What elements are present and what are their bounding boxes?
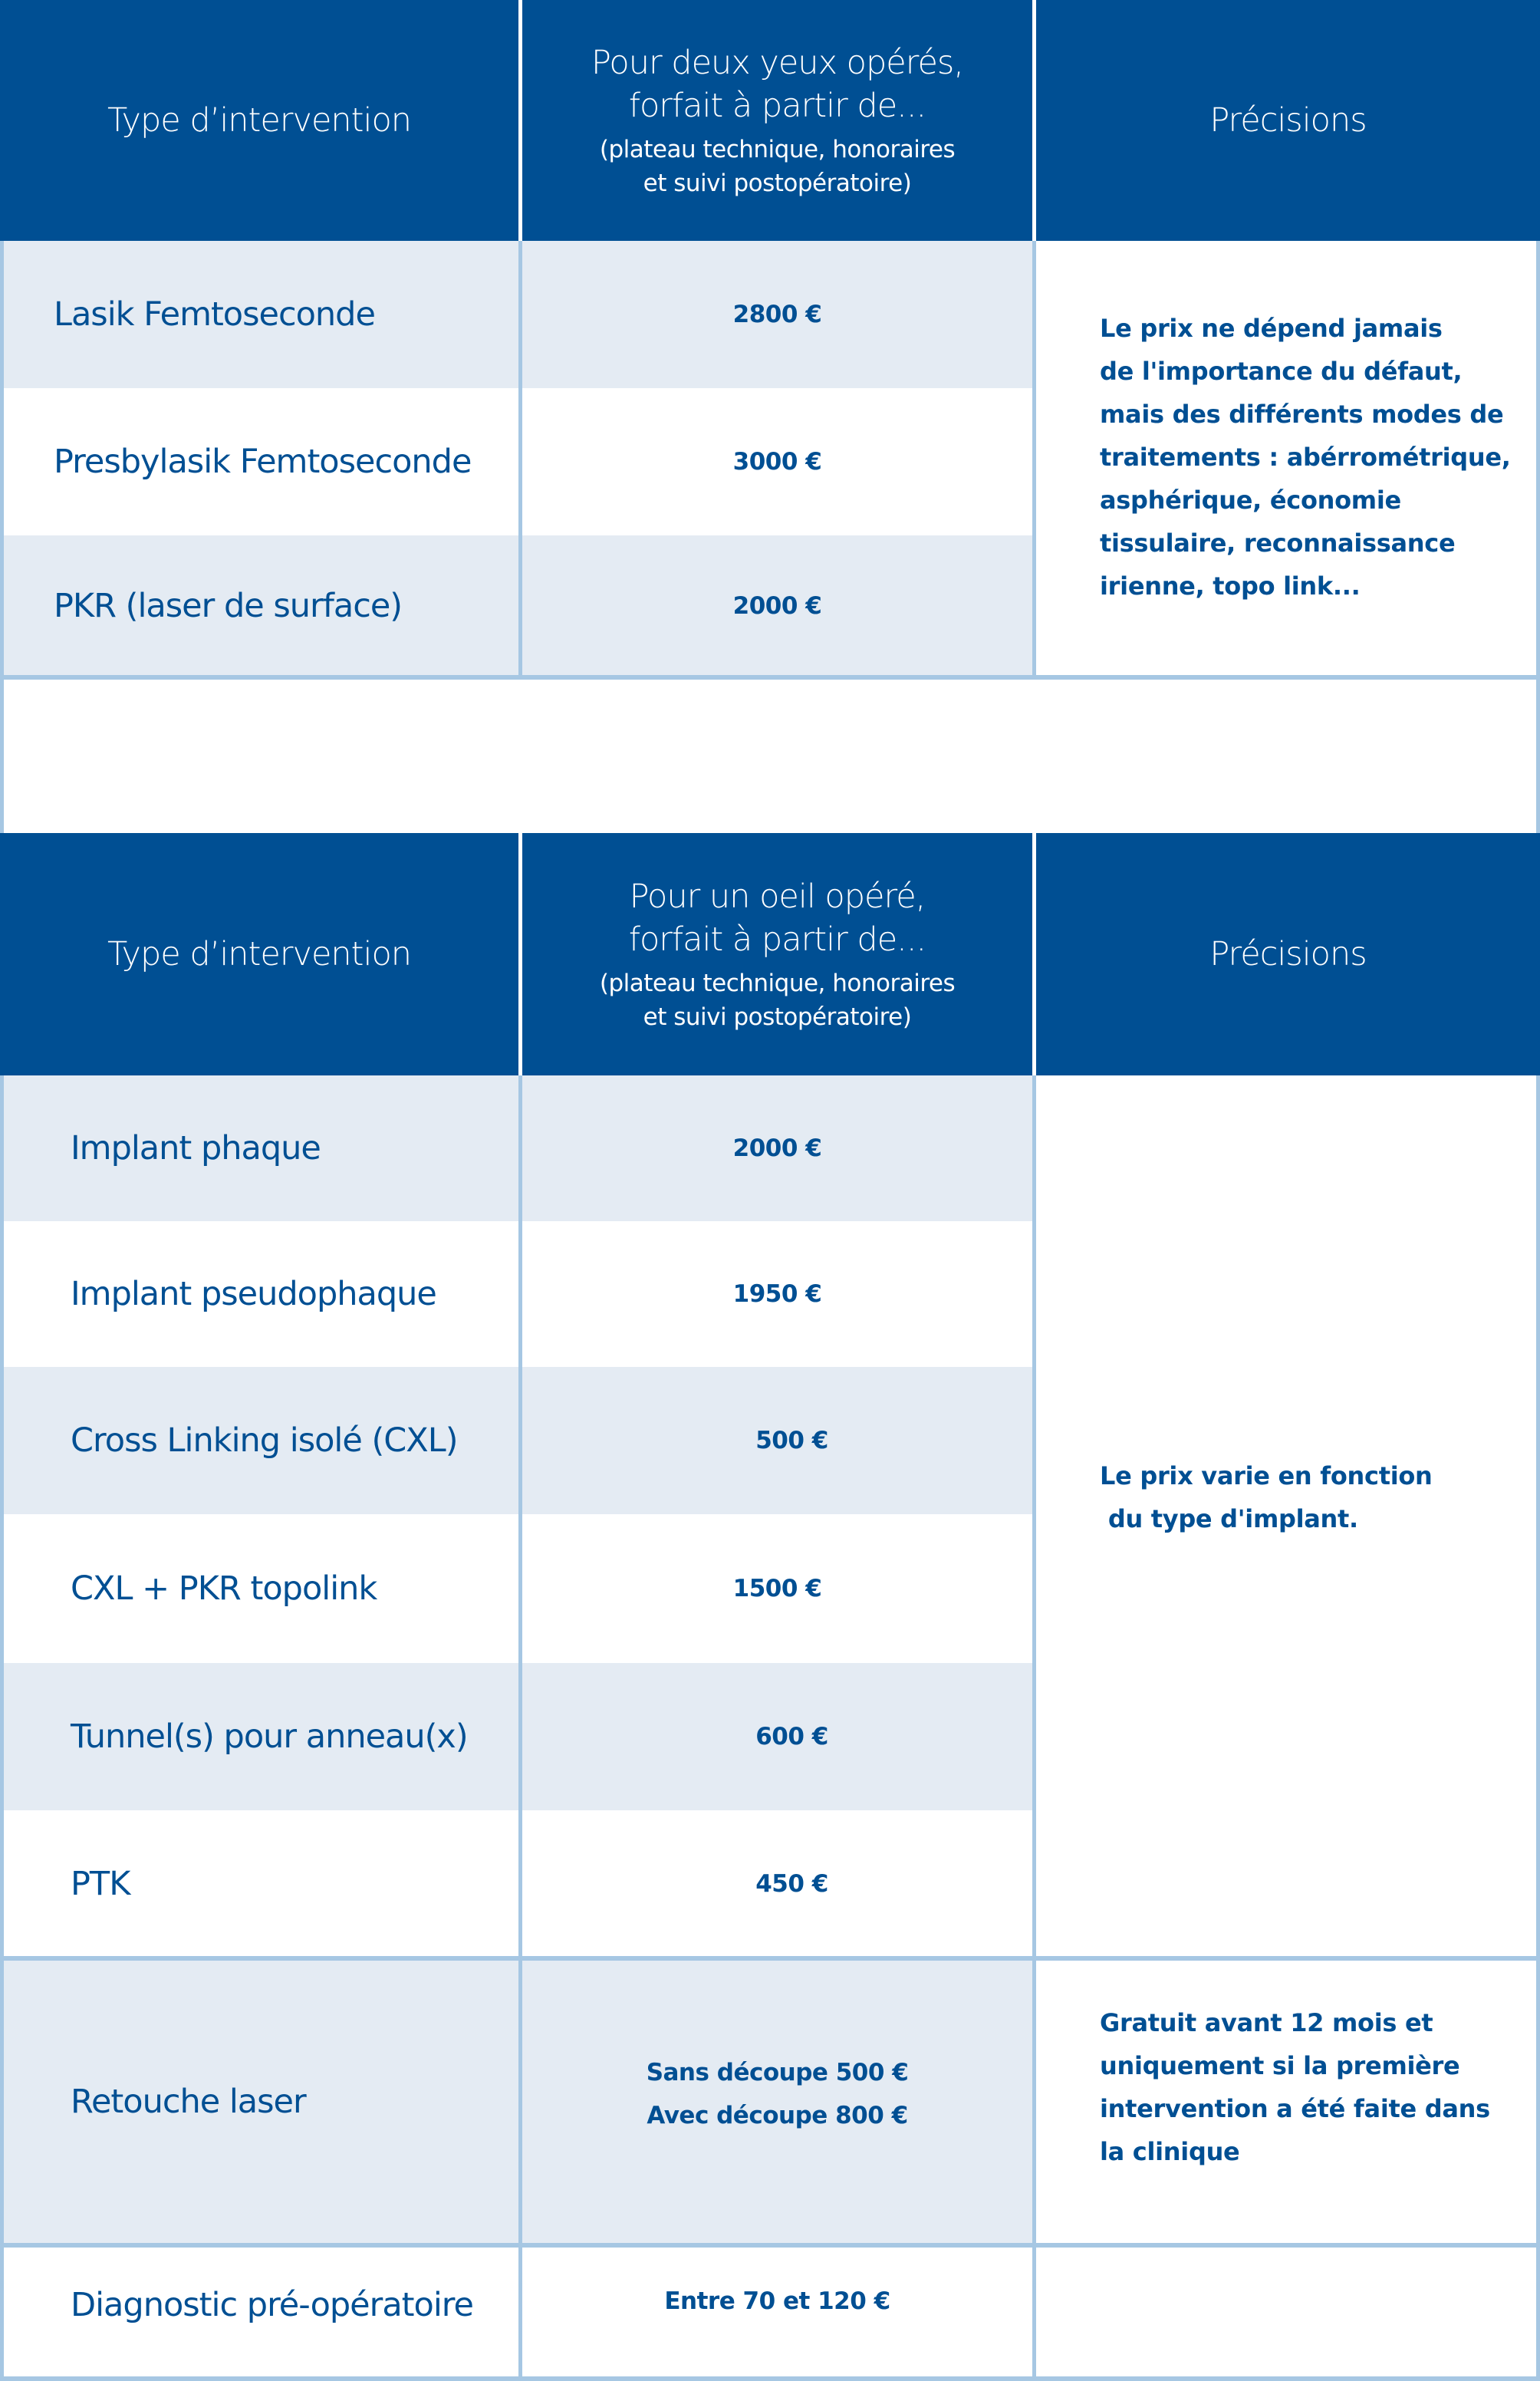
intervention-price: 500 €	[755, 1427, 828, 1454]
header-price-title-1: Pour un oeil opéré,	[629, 878, 926, 916]
grid-line	[0, 241, 4, 677]
note-line: irienne, topo link...	[1100, 571, 1361, 601]
header-divider	[518, 0, 522, 241]
note-line: du type d'implant.	[1100, 1504, 1358, 1533]
header-price-title-2: forfait à partir de...	[628, 920, 926, 959]
intervention-name: Implant phaque	[71, 1129, 321, 1167]
intervention-price: 2800 €	[732, 301, 822, 328]
intervention-name: Tunnel(s) pour anneau(x)	[71, 1717, 468, 1756]
intervention-name: Cross Linking isolé (CXL)	[71, 1421, 458, 1460]
note-line: Gratuit avant 12 mois et	[1100, 2008, 1433, 2037]
table-row	[0, 1514, 1032, 1663]
table-row	[0, 1810, 1032, 1958]
header-label: Type d’intervention	[107, 101, 412, 140]
table-row	[0, 388, 1032, 535]
header-price-title-1: Pour deux yeux opérés,	[591, 44, 963, 82]
grid-line	[0, 675, 4, 833]
grid-line	[1536, 675, 1540, 833]
price-line-avec: Avec découpe 800 €	[647, 2102, 908, 2129]
header-price-sub-1: (plateau technique, honoraires	[599, 136, 956, 163]
intervention-name: PTK	[71, 1865, 130, 1903]
grid-line	[518, 241, 522, 677]
header-type-intervention	[0, 0, 518, 241]
header-price-sub-2: et suivi postopératoire)	[643, 1003, 912, 1031]
table-row	[0, 1663, 1032, 1810]
precisions-note	[1100, 1454, 1529, 1540]
intervention-price: 2000 €	[732, 1135, 822, 1162]
precisions-note	[1100, 307, 1529, 608]
note-line: traitements : abérrométrique,	[1100, 443, 1511, 472]
note-line: la clinique	[1100, 2137, 1240, 2166]
note-line: Le prix ne dépend jamais	[1100, 314, 1443, 343]
header-precisions	[1036, 0, 1540, 241]
header-divider	[1032, 0, 1036, 241]
intervention-name: Diagnostic pré-opératoire	[71, 2286, 473, 2324]
intervention-name: PKR (laser de surface)	[54, 587, 403, 625]
header-divider	[518, 833, 522, 1075]
header-label: Type d’intervention	[107, 935, 412, 973]
grid-line	[1032, 241, 1036, 677]
note-line: uniquement si la première	[1100, 2051, 1460, 2080]
table-row	[0, 241, 1032, 388]
grid-line	[1032, 1075, 1036, 2381]
intervention-price: Entre 70 et 120 €	[664, 2287, 890, 2315]
header-divider	[1032, 833, 1036, 1075]
note-line: Le prix varie en fonction	[1100, 1461, 1433, 1490]
table-row	[0, 535, 1032, 677]
header-price	[522, 0, 1032, 241]
table-row	[0, 1075, 1032, 1221]
intervention-name: Lasik Femtoseconde	[54, 295, 375, 334]
grid-line	[0, 675, 1540, 680]
table-row-retouche	[0, 1961, 1032, 2243]
grid-line	[0, 1075, 4, 2381]
precisions-note-retouche	[1100, 1961, 1529, 2214]
intervention-name: Presbylasik Femtoseconde	[54, 443, 472, 481]
intervention-name: CXL + PKR topolink	[71, 1569, 377, 1608]
note-line: intervention a été faite dans	[1100, 2094, 1490, 2123]
note-line: tissulaire, reconnaissance	[1100, 529, 1456, 558]
note-line: asphérique, économie	[1100, 486, 1401, 515]
note-line: de l'importance du défaut,	[1100, 357, 1463, 386]
table-row	[0, 1221, 1032, 1367]
header-price-sub-1: (plateau technique, honoraires	[599, 970, 956, 997]
intervention-name: Implant pseudophaque	[71, 1275, 436, 1313]
grid-line	[1536, 241, 1540, 680]
header-price-title-2: forfait à partir de...	[628, 87, 926, 125]
grid-line	[1536, 1075, 1540, 2381]
intervention-price	[522, 1953, 1032, 2235]
grid-line	[0, 2376, 1540, 2381]
header-price-sub-2: et suivi postopératoire)	[643, 170, 912, 197]
intervention-name: Retouche laser	[71, 2083, 306, 2121]
grid-line	[518, 1075, 522, 2381]
intervention-price: 450 €	[755, 1870, 828, 1898]
table-row	[0, 1367, 1032, 1514]
intervention-price: 2000 €	[732, 592, 822, 620]
intervention-price: 1950 €	[732, 1280, 822, 1308]
intervention-price: 600 €	[755, 1723, 828, 1750]
header-precisions	[1036, 833, 1540, 1075]
intervention-price: 1500 €	[732, 1575, 822, 1602]
header-label: Précisions	[1209, 935, 1367, 973]
intervention-price: 3000 €	[732, 448, 822, 476]
note-line: mais des différents modes de	[1100, 400, 1504, 429]
table-row-diagnostic	[0, 2248, 1032, 2376]
header-price	[522, 833, 1032, 1075]
header-type-intervention	[0, 833, 518, 1075]
price-line-sans: Sans découpe 500 €	[646, 2059, 909, 2086]
header-label: Précisions	[1209, 101, 1367, 140]
